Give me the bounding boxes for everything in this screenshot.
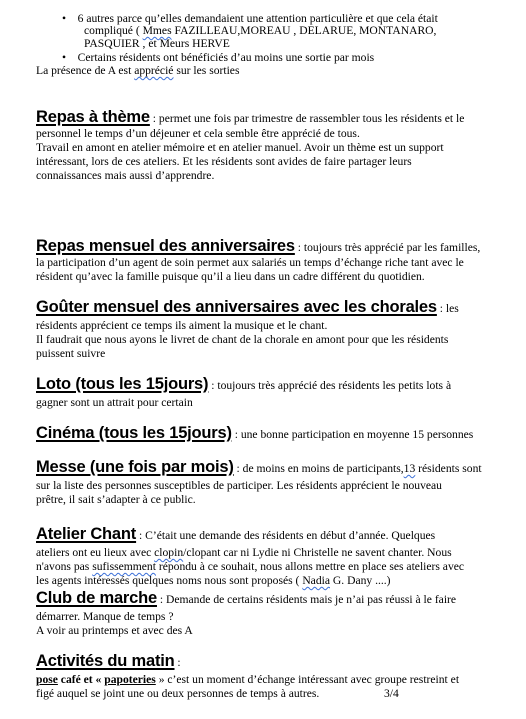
section-title: Activités du matin: [36, 652, 175, 670]
section-repas-theme-line-1: Repas à thème : permet une fois par trimestre de rassembler tous les résidents et le: [36, 108, 465, 126]
section-loto-line-1: Loto (tous les 15jours) : toujours très apprécié des résidents les petits lots à: [36, 375, 452, 393]
section-atelier-chant-line-1: Atelier Chant : C’était une demande des résidents en début d’année. Quelques: [36, 525, 436, 543]
section-activites-matin-line-3: figé auquel se joint une ou deux personnes de temps à autres.: [36, 687, 320, 700]
intro-line: La présence de A est apprécié sur les sorties: [36, 64, 240, 77]
section-activites-matin-line-2: pose café et « papoteries » c’est un moment d’échange intéressant avec groupe restreint et: [36, 673, 460, 686]
section-messe-line-1: Messe (une fois par mois) : de moins en moins de participants,13 résidents sont: [36, 458, 482, 476]
section-repas-theme-line-3: Travail en amont en atelier mémoire et en atelier manuel. Avoir un thème est un support: [36, 141, 444, 154]
bullet-marker: •: [62, 51, 78, 64]
section-repas-anniversaires-line-2: la participation d’un agent de soin permet aux salariés un temps d’échange riche tant avec le: [36, 256, 464, 269]
section-activites-matin-line-1: Activités du matin :: [36, 652, 181, 670]
section-title: Repas mensuel des anniversaires: [36, 237, 295, 255]
section-atelier-chant-line-2: ateliers ont eu lieux avec clopin/clopant car ni Lydie ni Christelle ne savent chanter. Nous: [36, 546, 452, 559]
section-repas-theme-line-5: connaissances mais aussi d’apprendre.: [36, 169, 215, 182]
section-messe-line-2: sur la liste des personnes susceptibles de participer. Les résidents apprécient le nouveau: [36, 479, 442, 492]
bullet-marker: •: [62, 12, 78, 25]
bullet-line-4: • Certains résidents ont bénéficiés d’au moins une sortie par mois: [62, 51, 375, 64]
section-gouter-line-2: résidents apprécient ce temps ils aiment la musique et le chant.: [36, 319, 328, 332]
section-club-marche-line-3: A voir au printemps et avec des A: [36, 624, 193, 637]
section-title: Messe (une fois par mois): [36, 458, 234, 476]
section-title: Cinéma (tous les 15jours): [36, 424, 232, 442]
section-gouter-line-4: puissent suivre: [36, 347, 106, 360]
section-club-marche-line-1: Club de marche : Demande de certains résidents mais je n’ai pas réussi à le faire: [36, 589, 457, 607]
section-gouter-line-1: Goûter mensuel des anniversaires avec les chorales : les: [36, 298, 459, 316]
section-atelier-chant-line-3: n'avons pas sufissemment répondu à ce souhait, nous allons mettre en place ses ateliers avec: [36, 560, 465, 573]
section-club-marche-line-2: démarrer. Manque de temps ?: [36, 610, 174, 623]
page-number: 3/4: [384, 687, 399, 700]
bullet-line-2: compliqué ( Mmes FAZILLEAU,MOREAU , DELARUE, MONTANARO,: [84, 24, 437, 37]
section-gouter-line-3: Il faudrait que nous ayons le livret de chant de la chorale en amont pour que les résidents: [36, 333, 449, 346]
section-title: Club de marche: [36, 589, 157, 607]
section-title: Repas à thème: [36, 108, 150, 126]
section-repas-anniversaires-line-1: Repas mensuel des anniversaires : toujours très apprécié par les familles,: [36, 237, 481, 255]
section-repas-theme-line-2: personnel le temps d’un déjeuner et cela semble être apprécié de tous.: [36, 127, 360, 140]
bullet-line-3: PASQUIER , et Meurs HERVE: [84, 37, 230, 50]
bullet-line-1: • 6 autres parce qu’elles demandaient une attention particulière et que cela était: [62, 12, 438, 25]
section-title: Loto (tous les 15jours): [36, 375, 209, 393]
section-messe-line-3: prêtre, il sait s’adapter à ce public.: [36, 493, 196, 506]
section-loto-line-2: gagner sont un attrait pour certain: [36, 396, 193, 409]
section-title: Goûter mensuel des anniversaires avec les chorales: [36, 298, 437, 316]
section-atelier-chant-line-4: les agents intéressés quelques noms nous sont proposés ( Nadia G. Dany ....): [36, 574, 391, 587]
section-cinema-line-1: Cinéma (tous les 15jours) : une bonne participation en moyenne 15 personnes: [36, 424, 474, 442]
section-repas-anniversaires-line-3: résident qu’avec la famille puisque qu’il a lieu dans un cadre différent du quotidien.: [36, 270, 425, 283]
section-title: Atelier Chant: [36, 525, 137, 543]
section-repas-theme-line-4: intéressant, lors de ces ateliers. Et les résidents sont avides de faire partager leurs: [36, 155, 412, 168]
